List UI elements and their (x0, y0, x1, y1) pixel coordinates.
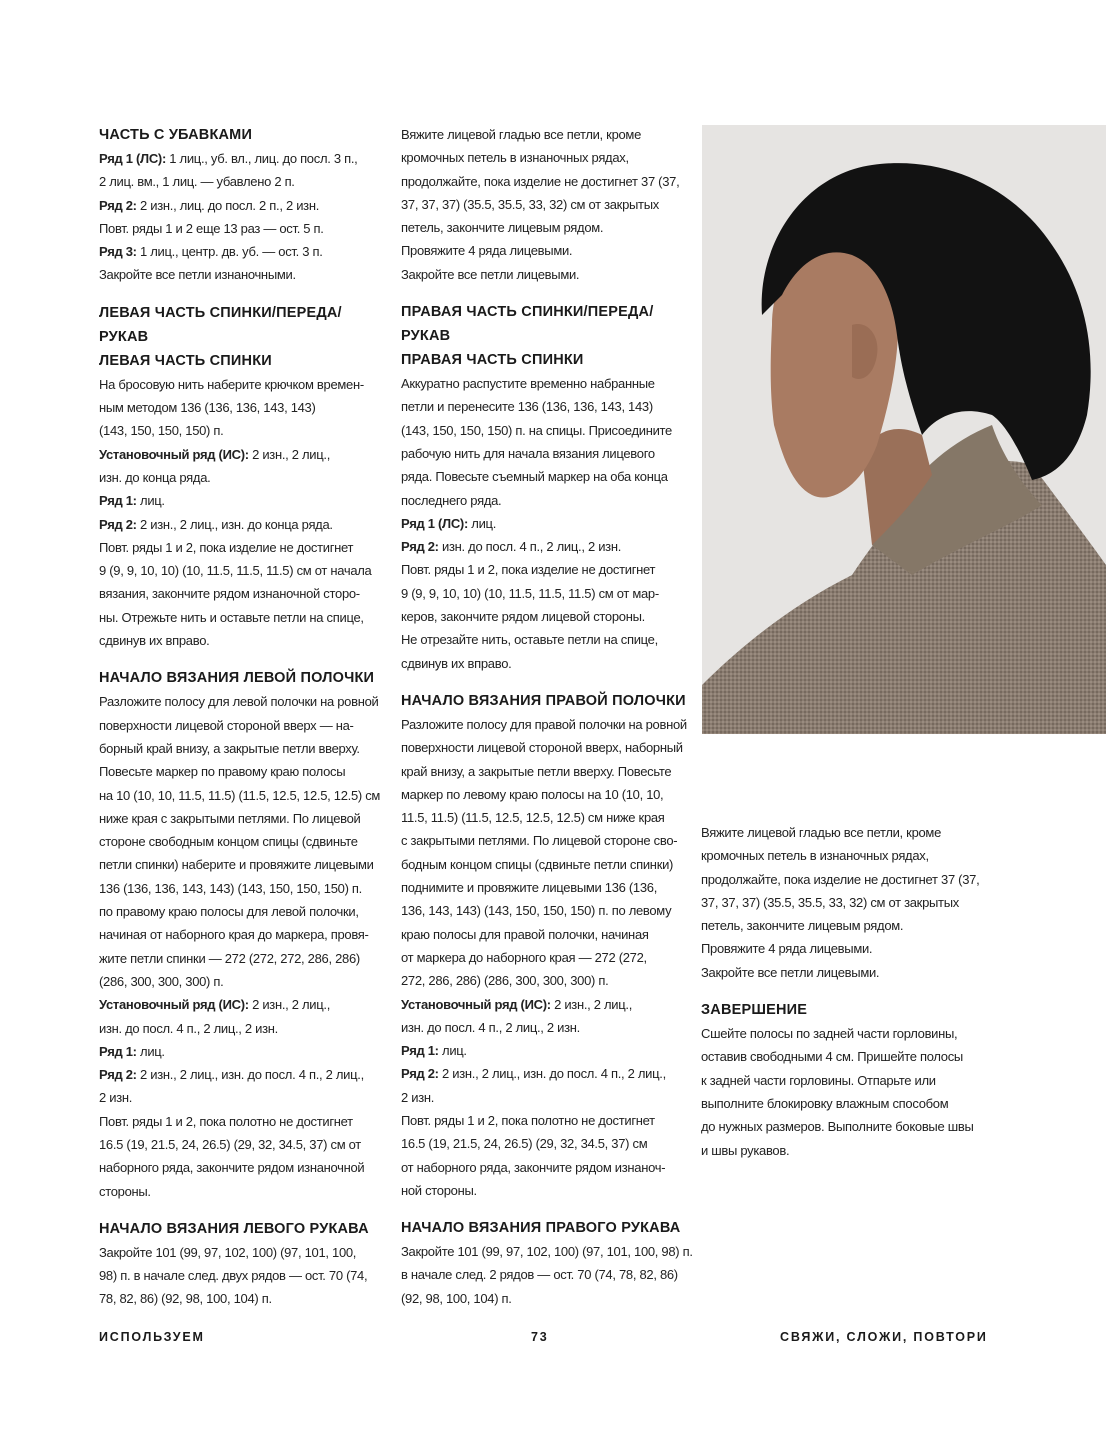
text-line (99, 1017, 381, 1040)
text-line (99, 536, 381, 559)
text-run: 2 изн., лиц. до посл. 2 п., 2 изн. (136, 197, 320, 213)
paragraph (99, 373, 381, 653)
text-line (701, 821, 991, 844)
text-line (401, 1109, 683, 1132)
text-line (401, 605, 683, 628)
text-run: сдвинув их вправо. (401, 655, 512, 671)
bold-label: Ряд 1 (ЛС): (99, 151, 166, 166)
text-line (99, 923, 381, 946)
text-run: поверхности лицевой стороной вверх — на- (99, 717, 354, 733)
text-line (701, 961, 991, 984)
text-line (99, 1133, 381, 1156)
bold-label: Установочный ряд (ИС): (401, 996, 551, 1012)
text-run: 1 лиц., центр. дв. уб. — ост. 3 п. (136, 244, 323, 260)
bold-label: Ряд 2: (99, 516, 137, 532)
text-run: Провяжите 4 ряда лицевыми. (701, 941, 873, 957)
text-line (99, 993, 381, 1016)
text-run: 2 изн., 2 лиц., (550, 996, 633, 1012)
text-run: петель, закончите лицевым рядом. (401, 220, 604, 236)
text-line (99, 1086, 381, 1109)
text-run: 9 (9, 9, 10, 10) (10, 11.5, 11.5, 11.5) см от мар- (401, 585, 659, 601)
text-line (99, 947, 381, 970)
text-run: продолжайте, пока изделие не достигнет 37 (37, (401, 173, 680, 189)
text-line (401, 969, 683, 992)
text-run: 272, 286, 286) (286, 300, 300, 300) п. (401, 973, 609, 989)
text-line (99, 877, 381, 900)
text-line (99, 1264, 381, 1287)
text-run: наборного ряда, закончите рядом изнаночной (99, 1160, 365, 1176)
text-line (401, 582, 683, 605)
text-line (99, 419, 381, 442)
text-run: лиц. (136, 1043, 165, 1059)
bold-label: Ряд 2: (99, 197, 137, 213)
heading-line: ЗАВЕРШЕНИЕ (701, 1002, 808, 1019)
text-run: 16.5 (19, 21.5, 24, 26.5) (29, 32, 34.5, 37) см (401, 1136, 648, 1152)
section-heading (99, 349, 381, 373)
text-run: кромочных петель в изнаночных рядах, (401, 150, 629, 166)
paragraph (701, 1022, 991, 1162)
text-run: в начале след. 2 рядов — ост. 70 (74, 78, 82, 86) (401, 1267, 678, 1283)
text-run: 2 изн., 2 лиц., изн. до посл. 4 п., 2 лиц., (438, 1066, 666, 1082)
text-line (99, 240, 381, 263)
section-heading (99, 1217, 381, 1241)
paragraph (401, 123, 683, 286)
text-run: последнего ряда. (401, 492, 502, 508)
section-heading (401, 689, 686, 713)
text-line (99, 714, 381, 737)
text-line (401, 1263, 683, 1286)
text-run: от маркера до наборного края — 272 (272, (401, 949, 647, 965)
text-line (401, 736, 683, 759)
text-run: Повт. ряды 1 и 2 еще 13 раз — ост. 5 п. (99, 220, 324, 236)
text-run: 136 (136, 136, 143, 143) (143, 150, 150, 150) п. (99, 880, 362, 896)
text-run: петли спинки) наберите и провяжите лицевыми (99, 857, 374, 873)
text-line (401, 829, 683, 852)
text-line (99, 1063, 381, 1086)
bold-label: Ряд 2: (401, 1066, 439, 1082)
text-line (701, 891, 991, 914)
text-run: на 10 (10, 10, 11.5, 11.5) (11.5, 12.5, 12.5, 12.5) см (99, 787, 381, 803)
text-line (401, 395, 683, 418)
text-line (701, 937, 991, 960)
text-run: до нужных размеров. Выполните боковые швы (701, 1119, 974, 1135)
text-run: стороны. (99, 1183, 151, 1199)
text-line (401, 146, 683, 169)
text-line (401, 876, 683, 899)
section-heading (401, 1216, 683, 1240)
column-left (99, 123, 381, 1311)
section-heading (401, 300, 683, 348)
text-line (401, 853, 683, 876)
text-run: рабочую нить для начала вязания лицевого (401, 445, 655, 461)
text-line (99, 807, 381, 830)
text-run: оставив свободными 4 см. Пришейте полосы (701, 1049, 963, 1065)
text-line (401, 993, 683, 1016)
text-run: лиц. (136, 493, 165, 509)
paragraph (401, 372, 683, 675)
text-line (401, 760, 683, 783)
text-line (99, 606, 381, 629)
text-line (401, 442, 683, 465)
text-line (99, 1110, 381, 1133)
text-run: 136, 143, 143) (143, 150, 150, 150) п. по левому (401, 903, 672, 919)
text-run: Аккуратно распустите временно набранные (401, 376, 655, 392)
text-run: поднимите и провяжите лицевыми 136 (136, (401, 880, 658, 896)
text-run: 1 лиц., уб. вл., лиц. до посл. 3 п., (166, 151, 358, 166)
text-line (99, 217, 381, 240)
text-line (701, 1022, 991, 1045)
text-run: ным методом 136 (136, 136, 143, 143) (99, 400, 316, 416)
text-run: начиная от наборного края до маркера, провя- (99, 927, 369, 943)
text-run: Провяжите 4 ряда лицевыми. (401, 243, 573, 259)
text-line (99, 513, 381, 536)
text-run: борный край внизу, а закрытые петли вверху. (99, 740, 360, 756)
text-run: 2 изн. (401, 1089, 435, 1105)
text-run: Повт. ряды 1 и 2, пока изделие не достигнет (99, 539, 354, 555)
text-line (401, 263, 683, 286)
bold-label: Ряд 1: (99, 493, 137, 509)
text-line (401, 899, 683, 922)
text-run: 11.5, 11.5) (11.5, 12.5, 12.5, 12.5) см ниже края (401, 810, 665, 826)
text-run: керов, закончите рядом лицевой стороны. (401, 609, 645, 625)
text-run: 78, 82, 86) (92, 98, 100, 104) п. (99, 1291, 272, 1307)
text-line (401, 652, 683, 675)
paragraph (401, 713, 687, 1202)
text-line (99, 1241, 381, 1264)
bold-label: Установочный ряд (ИС): (99, 997, 249, 1013)
text-line (401, 216, 683, 239)
text-run: 16.5 (19, 21.5, 24, 26.5) (29, 32, 34.5, 37) см от (99, 1136, 361, 1152)
text-line (401, 239, 683, 262)
text-run: петель, закончите лицевым рядом. (701, 918, 904, 934)
text-run: Вяжите лицевой гладью все петли, кроме (701, 825, 941, 840)
paragraph (99, 1241, 381, 1311)
text-run: к задней части горловины. Отпарьте или (701, 1072, 936, 1088)
section-heading (99, 666, 381, 690)
text-run: Разложите полосу для левой полочки на ровной (99, 694, 379, 710)
text-run: Закройте все петли лицевыми. (701, 964, 880, 980)
text-run: ниже края с закрытыми петлями. По лицевой (99, 810, 361, 826)
text-run: 98) п. в начале след. двух рядов — ост. 70 (74, (99, 1268, 368, 1284)
text-run: 2 изн., 2 лиц., изн. до посл. 4 п., 2 лиц., (136, 1067, 364, 1083)
text-run: с закрытыми петлями. По лицевой стороне сво- (401, 833, 678, 849)
text-run: 2 изн., 2 лиц., изн. до конца ряда. (136, 516, 333, 532)
text-run: Сшейте полосы по задней части горловины, (701, 1026, 958, 1042)
heading-line: ПРАВАЯ ЧАСТЬ СПИНКИ (401, 352, 584, 369)
text-run: лиц. (438, 1043, 467, 1059)
text-line (401, 1156, 683, 1179)
text-line (401, 372, 683, 395)
text-run: поверхности лицевой стороной вверх, наборный (401, 740, 683, 756)
text-run: петли и перенесите 136 (136, 136, 143, 143) (401, 399, 653, 415)
text-line (99, 737, 381, 760)
text-run: 37, 37, 37) (35.5, 35.5, 33, 32) см от закрытых (401, 196, 659, 212)
paragraph (99, 690, 381, 1203)
heading-line: ЛЕВАЯ ЧАСТЬ СПИНКИ (99, 352, 272, 369)
text-line (401, 923, 683, 946)
text-run: Повт. ряды 1 и 2, пока полотно не достигнет (99, 1113, 353, 1129)
column-middle (401, 123, 693, 1310)
text-run: сдвинув их вправо. (99, 633, 210, 649)
text-run: Не отрезайте нить, оставьте петли на спице, (401, 632, 658, 648)
section-heading (99, 301, 381, 349)
text-run: Повт. ряды 1 и 2, пока изделие не достигнет (401, 562, 656, 578)
text-line (701, 868, 991, 891)
heading-line: РУКАВ (401, 328, 451, 345)
text-line (701, 1069, 991, 1092)
heading-line: НАЧАЛО ВЯЗАНИЯ ПРАВОЙ ПОЛОЧКИ (401, 692, 686, 709)
text-run: Закройте 101 (99, 97, 102, 100) (97, 101, 100, 98) п. (401, 1244, 693, 1260)
column-right (701, 821, 991, 1162)
bold-label: Ряд 1 (ЛС): (401, 515, 468, 531)
text-line (401, 1132, 683, 1155)
text-run: продолжайте, пока изделие не достигнет 37 (37, (701, 871, 980, 887)
text-run: выполните блокировку влажным способом (701, 1095, 949, 1111)
bold-label: Ряд 3: (99, 244, 137, 260)
text-line (401, 489, 683, 512)
heading-line: НАЧАЛО ВЯЗАНИЯ ПРАВОГО РУКАВА (401, 1220, 681, 1237)
paragraph (401, 1240, 693, 1310)
text-line (99, 443, 381, 466)
text-run: Повесьте маркер по правому краю полосы (99, 764, 346, 780)
text-run: Закройте все петли лицевыми. (401, 266, 580, 282)
text-run: кромочных петель в изнаночных рядах, (701, 848, 929, 864)
text-line (701, 1092, 991, 1115)
text-line (99, 466, 381, 489)
text-line (401, 512, 683, 535)
text-run: 2 изн., 2 лиц., (248, 446, 331, 462)
text-line (401, 713, 687, 736)
text-line (701, 914, 991, 937)
heading-line: НАЧАЛО ВЯЗАНИЯ ЛЕВОГО РУКАВА (99, 1220, 369, 1237)
bold-label: Ряд 1: (401, 1043, 439, 1059)
text-run: стороне свободным концом спицы (сдвиньте (99, 834, 358, 850)
text-run: Повт. ряды 1 и 2, пока полотно не достигнет (401, 1112, 655, 1128)
text-line (99, 1287, 381, 1310)
text-line (401, 628, 683, 651)
section-heading (701, 998, 991, 1022)
text-line (99, 582, 381, 605)
paragraph (701, 821, 991, 984)
text-line (401, 1240, 693, 1263)
text-run: изн. до конца ряда. (99, 469, 211, 485)
text-line (99, 830, 381, 853)
text-run: ряда. Повесьте съемный маркер на оба конца (401, 469, 668, 485)
text-line (401, 535, 683, 558)
text-run: лиц. (468, 515, 497, 531)
text-run: ны. Отрежьте нить и оставьте петли на спице, (99, 609, 364, 625)
text-line (99, 559, 381, 582)
bold-label: Ряд 1: (99, 1043, 137, 1059)
section-heading (401, 348, 683, 372)
model-photo (702, 125, 1106, 734)
text-run: изн. до посл. 4 п., 2 лиц., 2 изн. (438, 539, 622, 555)
heading-line: НАЧАЛО ВЯЗАНИЯ ЛЕВОЙ ПОЛОЧКИ (99, 670, 375, 687)
text-run: Закройте 101 (99, 97, 102, 100) (97, 101, 100, (99, 1244, 357, 1260)
text-run: На бросовую нить наберите крючком времен- (99, 376, 364, 392)
text-line (99, 1180, 381, 1203)
text-line (401, 170, 683, 193)
text-line (401, 946, 683, 969)
text-run: (92, 98, 100, 104) п. (401, 1290, 512, 1306)
text-run: 2 изн. (99, 1090, 133, 1106)
text-line (99, 170, 381, 193)
bold-label: Ряд 2: (99, 1067, 137, 1083)
text-run: изн. до посл. 4 п., 2 лиц., 2 изн. (99, 1020, 278, 1036)
text-line (701, 844, 991, 867)
text-run: и швы рукавов. (701, 1142, 790, 1158)
text-run: бодным концом спицы (сдвиньте петли спинки) (401, 856, 674, 872)
text-line (401, 1062, 683, 1085)
text-line (401, 465, 683, 488)
text-run: край внизу, а закрытые петли вверху. Повесьте (401, 763, 672, 779)
text-line (99, 396, 381, 419)
text-line (401, 1039, 683, 1062)
text-run: по правому краю полосы для левой полочки, (99, 904, 359, 920)
text-line (401, 1016, 683, 1039)
text-line (99, 1156, 381, 1179)
text-run: изн. до посл. 4 п., 2 лиц., 2 изн. (401, 1019, 580, 1035)
text-line (401, 783, 683, 806)
page-number: 73 (531, 1330, 549, 1344)
text-run: (143, 150, 150, 150) п. на спицы. Присоедините (401, 422, 672, 438)
text-run: Вяжите лицевой гладью все петли, кроме (401, 127, 641, 142)
text-line (401, 1287, 683, 1310)
text-line (99, 629, 381, 652)
text-line (701, 1045, 991, 1068)
text-run: Разложите полосу для правой полочки на ровной (401, 716, 687, 732)
text-line (99, 373, 381, 396)
text-run: вязания, закончите рядом изнаночной сторо- (99, 586, 360, 602)
text-run: 2 лиц. вм., 1 лиц. — убавлено 2 п. (99, 174, 295, 190)
text-run: 2 изн., 2 лиц., (248, 997, 331, 1013)
section-heading (99, 123, 381, 147)
text-line (401, 193, 683, 216)
text-line (401, 419, 683, 442)
footer-right: СВЯЖИ, СЛОЖИ, ПОВТОРИ (780, 1330, 988, 1344)
bold-label: Установочный ряд (ИС): (99, 446, 249, 462)
text-line (701, 1115, 991, 1138)
text-line (99, 970, 381, 993)
heading-line: ПРАВАЯ ЧАСТЬ СПИНКИ/ПЕРЕДА/ (401, 304, 654, 321)
text-line (99, 489, 381, 512)
text-line (401, 1179, 683, 1202)
text-line (401, 558, 683, 581)
text-run: краю полосы для правой полочки, начиная (401, 926, 649, 942)
text-run: ной стороны. (401, 1182, 477, 1198)
text-run: 37, 37, 37) (35.5, 35.5, 33, 32) см от закрытых (701, 894, 959, 910)
text-line (99, 690, 381, 713)
text-line (99, 784, 381, 807)
text-line (99, 147, 381, 170)
text-run: Закройте все петли изнаночными. (99, 267, 296, 283)
text-line (99, 194, 381, 217)
text-run: маркер по левому краю полосы на 10 (10, 10, (401, 786, 664, 802)
text-run: (143, 150, 150, 150) п. (99, 423, 224, 439)
text-run: 9 (9, 9, 10, 10) (10, 11.5, 11.5, 11.5) см от начала (99, 563, 372, 579)
text-line (401, 806, 683, 829)
text-line (99, 760, 381, 783)
text-line (99, 853, 381, 876)
text-line (99, 1040, 381, 1063)
text-line (701, 1139, 991, 1162)
bold-label: Ряд 2: (401, 539, 439, 555)
text-line (99, 263, 381, 286)
footer-left: ИСПОЛЬЗУЕМ (99, 1330, 205, 1344)
text-run: от наборного ряда, закончите рядом изнаноч- (401, 1159, 666, 1175)
heading-line: ЛЕВАЯ ЧАСТЬ СПИНКИ/ПЕРЕДА/ (99, 304, 342, 321)
heading-line: РУКАВ (99, 328, 149, 345)
text-line (99, 900, 381, 923)
heading-line: ЧАСТЬ С УБАВКАМИ (99, 127, 253, 143)
text-run: жите петли спинки — 272 (272, 272, 286, 286) (99, 950, 360, 966)
text-run: (286, 300, 300, 300) п. (99, 973, 224, 989)
paragraph (99, 147, 381, 287)
text-line (401, 1086, 683, 1109)
text-line (401, 123, 683, 146)
